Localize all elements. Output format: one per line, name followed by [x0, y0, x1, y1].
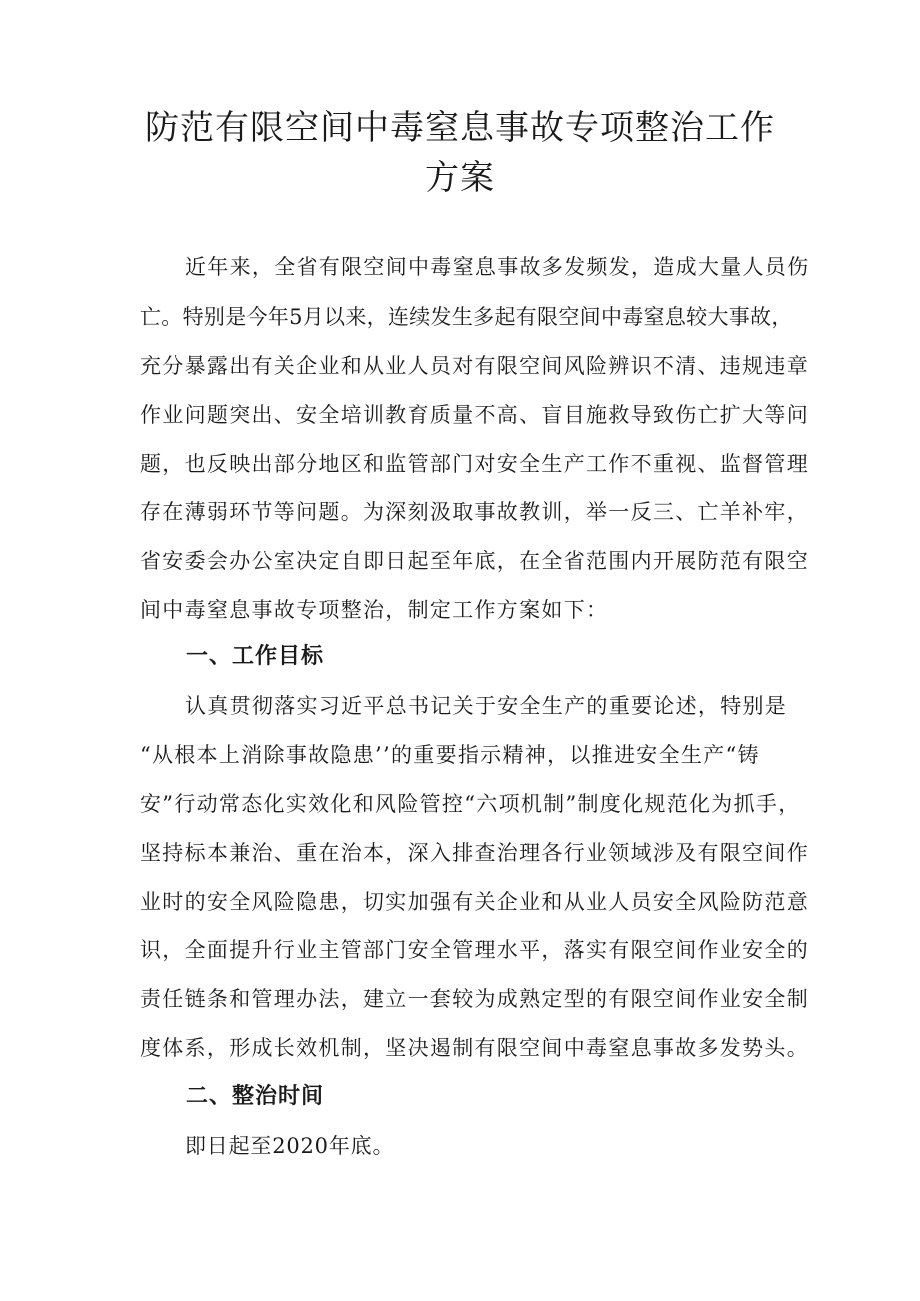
section-1-paragraph-line: 责任链条和管理办法，建立一套较为成熟定型的有限空间作业安全制 — [140, 987, 809, 1011]
document-title-line-2: 方案 — [425, 158, 495, 198]
section-1-paragraph-line: 安”行动常态化实效化和风险管控“六项机制”制度化规范化为抓手， — [140, 792, 801, 816]
section-1-paragraph-line: 识，全面提升行业主管部门安全管理水平，落实有限空间作业安全的 — [140, 938, 809, 962]
section-1-paragraph-line: 坚持标本兼治、重在治本，深入排查治理各行业领域涉及有限空间作 — [140, 841, 809, 865]
intro-paragraph-line: 省安委会办公室决定自即日起至年底，在全省范围内开展防范有限空 — [140, 549, 809, 573]
section-1-paragraph-line: “从根本上消除事故隐患’’的重要指示精神，以推进安全生产“铸 — [140, 743, 760, 767]
section-1-paragraph-line: 度体系，形成长效机制，坚决遏制有限空间中毒窒息事故多发势头。 — [140, 1036, 809, 1060]
intro-paragraph-line: 充分暴露出有关企业和从业人员对有限空间风险辨识不清、违规违章 — [140, 354, 809, 378]
intro-paragraph-line: 近年来，全省有限空间中毒窒息事故多发频发，造成大量人员伤 — [185, 255, 810, 279]
section-1-paragraph-line: 认真贯彻落实习近平总书记关于安全生产的重要论述，特别是 — [185, 694, 788, 718]
section-heading-goals: 一、工作目标 — [186, 644, 325, 669]
section-1-paragraph-line: 业时的安全风险隐患，切实加强有关企业和从业人员安全风险防范意 — [140, 890, 809, 914]
intro-paragraph-line: 存在薄弱环节等问题。为深刻汲取事故教训，举一反三、亡羊补牢， — [140, 500, 809, 524]
intro-paragraph-line: 间中毒窒息事故专项整治，制定工作方案如下： — [140, 598, 609, 622]
intro-paragraph-line: 作业问题突出、安全培训教育质量不高、盲目施救导致伤亡扩大等问 — [140, 403, 809, 427]
intro-paragraph-line: 题，也反映出部分地区和监管部门对安全生产工作不重视、监督管理 — [140, 452, 809, 476]
document-title-line-1: 防范有限空间中毒窒息事故专项整治工作 — [145, 108, 775, 148]
section-heading-schedule: 二、整治时间 — [186, 1084, 325, 1109]
section-2-paragraph-line: 即日起至2020年底。 — [185, 1134, 395, 1158]
intro-paragraph-line: 亡。特别是今年5月以来，连续发生多起有限空间中毒窒息较大事故， — [140, 305, 793, 329]
